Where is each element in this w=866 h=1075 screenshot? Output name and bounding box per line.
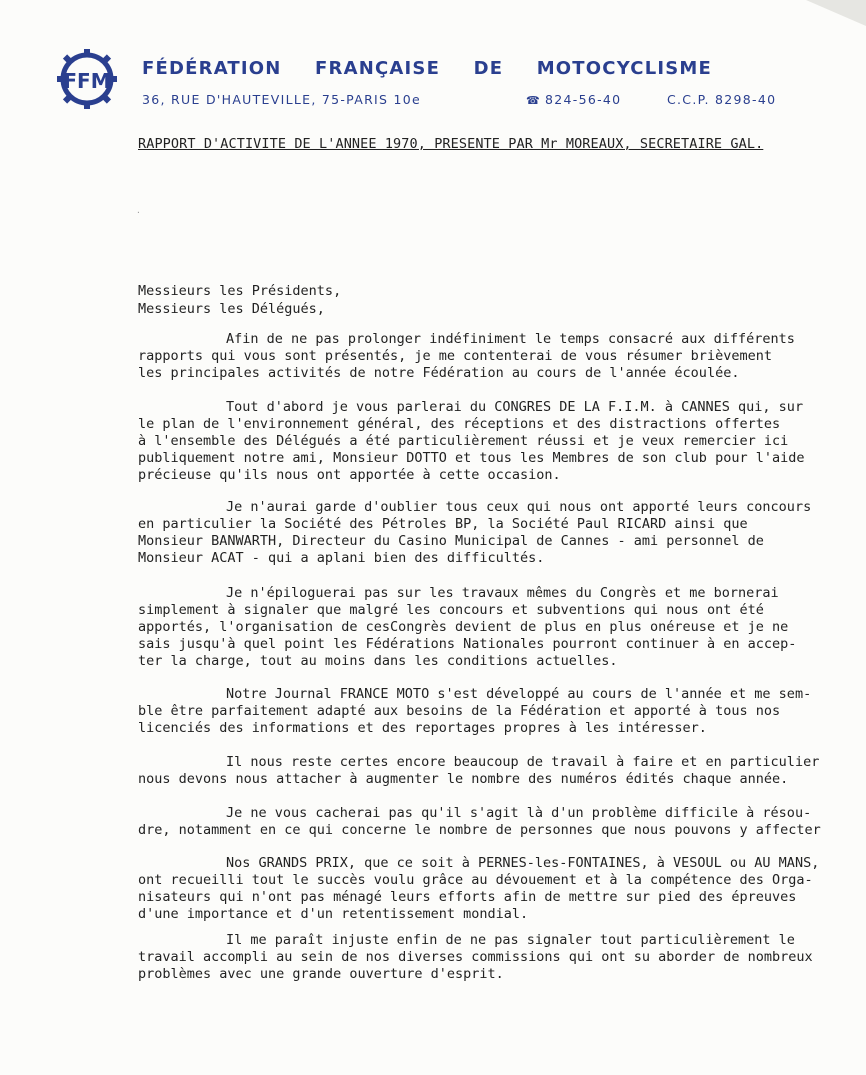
federation-ccp: C.C.P. 8298-40 (667, 92, 777, 107)
paragraph (138, 331, 795, 382)
paragraph-line: Nos GRANDS PRIX, que ce soit à PERNES-les-FONTAINES, à VESOUL ou AU MANS, (226, 855, 820, 871)
paragraph-line: ont recueilli tout le succès voulu grâce au dévouement et à la compétence des Orga- (138, 872, 813, 888)
paragraph-line: dre, notamment en ce qui concerne le nombre de personnes que nous pouvons y affecter (138, 822, 821, 838)
paragraph-line: sais jusqu'à quel point les Fédérations Nationales pourront continuer à en accep- (138, 636, 797, 652)
logo-letters: FFM (63, 69, 111, 93)
paragraph (138, 686, 811, 737)
paragraph-line: précieuse qu'ils nous ont apportée à cette occasion. (138, 467, 561, 483)
paragraph (138, 585, 796, 670)
paragraph-line: à l'ensemble des Délégués a été particulièrement réussi et je veux remercier ici (138, 433, 789, 449)
paragraph-line: en particulier la Société des Pétroles BP, la Société Paul RICARD ainsi que (138, 516, 748, 532)
paragraph-line: ter la charge, tout au moins dans les conditions actuelles. (138, 653, 618, 669)
paragraph (138, 399, 804, 484)
greeting (138, 282, 341, 318)
paragraph-line: Il nous reste certes encore beaucoup de travail à faire et en particulier (226, 754, 820, 770)
paragraph-line: les principales activités de notre Fédération au cours de l'année écoulée. (138, 365, 740, 381)
report-title: RAPPORT D'ACTIVITE DE L'ANNEE 1970, PRESENTE PAR Mr MOREAUX, SECRETAIRE GAL. (138, 136, 764, 152)
paragraph-line: nous devons nous attacher à augmenter le nombre des numéros édités chaque année. (138, 771, 789, 787)
paragraph-line: rapports qui vous sont présentés, je me contenterai de vous résumer brièvement (138, 348, 772, 364)
paragraph-line: publiquement notre ami, Monsieur DOTTO et tous les Membres de son club pour l'aide (138, 450, 805, 466)
paragraph-line: simplement à signaler que malgré les concours et subventions qui nous ont été (138, 602, 764, 618)
paragraph-line: nisateurs qui n'ont pas ménagé leurs efforts afin de mettre sur pied des épreuves (138, 889, 797, 905)
paragraph-line: d'une importance et d'un retentissement mondial. (138, 906, 529, 922)
paragraph-line: Notre Journal FRANCE MOTO s'est développé au cours de l'année et me sem- (226, 686, 812, 702)
paragraph-line: Monsieur ACAT - qui a aplani bien des difficultés. (138, 550, 545, 566)
paragraph-line: Je n'épiloguerai pas sur les travaux mêmes du Congrès et me bornerai (226, 585, 779, 601)
paragraph-line: Je ne vous cacherai pas qu'il s'agit là d'un problème difficile à résou- (226, 805, 812, 821)
federation-phone (526, 92, 621, 107)
federation-name-word-4: MOTOCYCLISME (536, 58, 713, 79)
greeting-line-1: Messieurs les Présidents, (138, 283, 342, 299)
paragraph-line: problèmes avec une grande ouverture d'esprit. (138, 966, 504, 982)
paragraph-line: Afin de ne pas prolonger indéfiniment le temps consacré aux différents (226, 331, 795, 347)
letterhead-contact-line (142, 92, 777, 107)
paper-speck: · (136, 208, 141, 217)
paragraph (138, 499, 811, 567)
federation-address: 36, RUE D'HAUTEVILLE, 75-PARIS 10e (142, 92, 422, 107)
paragraph-line: Il me paraît injuste enfin de ne pas signaler tout particulièrement le (226, 932, 795, 948)
ffm-gear-logo-icon (56, 48, 118, 110)
paragraph-line: licenciés des informations et des reportages propres à les intéresser. (138, 720, 707, 736)
federation-name (142, 58, 738, 79)
paragraph-line: Je n'aurai garde d'oublier tous ceux qui nous ont apporté leurs concours (226, 499, 812, 515)
paragraph-line: Tout d'abord je vous parlerai du CONGRES DE LA F.I.M. à CANNES qui, sur (226, 399, 804, 415)
phone-number: 824-56-40 (545, 92, 622, 107)
paragraph (138, 932, 813, 983)
page-corner-fold (806, 0, 866, 26)
federation-name-word-2: FRANÇAISE (315, 58, 441, 79)
paragraph-line: ble être parfaitement adapté aux besoins de la Fédération et apporté à tous nos (138, 703, 781, 719)
paragraph-line: le plan de l'environnement général, des réceptions et des distractions offertes (138, 416, 781, 432)
federation-name-word-3: DE (473, 58, 504, 79)
paragraph (138, 855, 819, 923)
paragraph (138, 754, 819, 788)
greeting-line-2: Messieurs les Délégués, (138, 301, 325, 317)
telephone-icon: ☎ (526, 94, 542, 107)
paragraph (138, 805, 821, 839)
federation-name-word-1: FÉDÉRATION (142, 58, 282, 79)
paragraph-line: Monsieur BANWARTH, Directeur du Casino Municipal de Cannes - ami personnel de (138, 533, 764, 549)
paragraph-line: travail accompli au sein de nos diverses commissions qui ont su aborder de nombreux (138, 949, 813, 965)
paragraph-line: apportés, l'organisation de cesCongrès devient de plus en plus onéreuse et je ne (138, 619, 789, 635)
